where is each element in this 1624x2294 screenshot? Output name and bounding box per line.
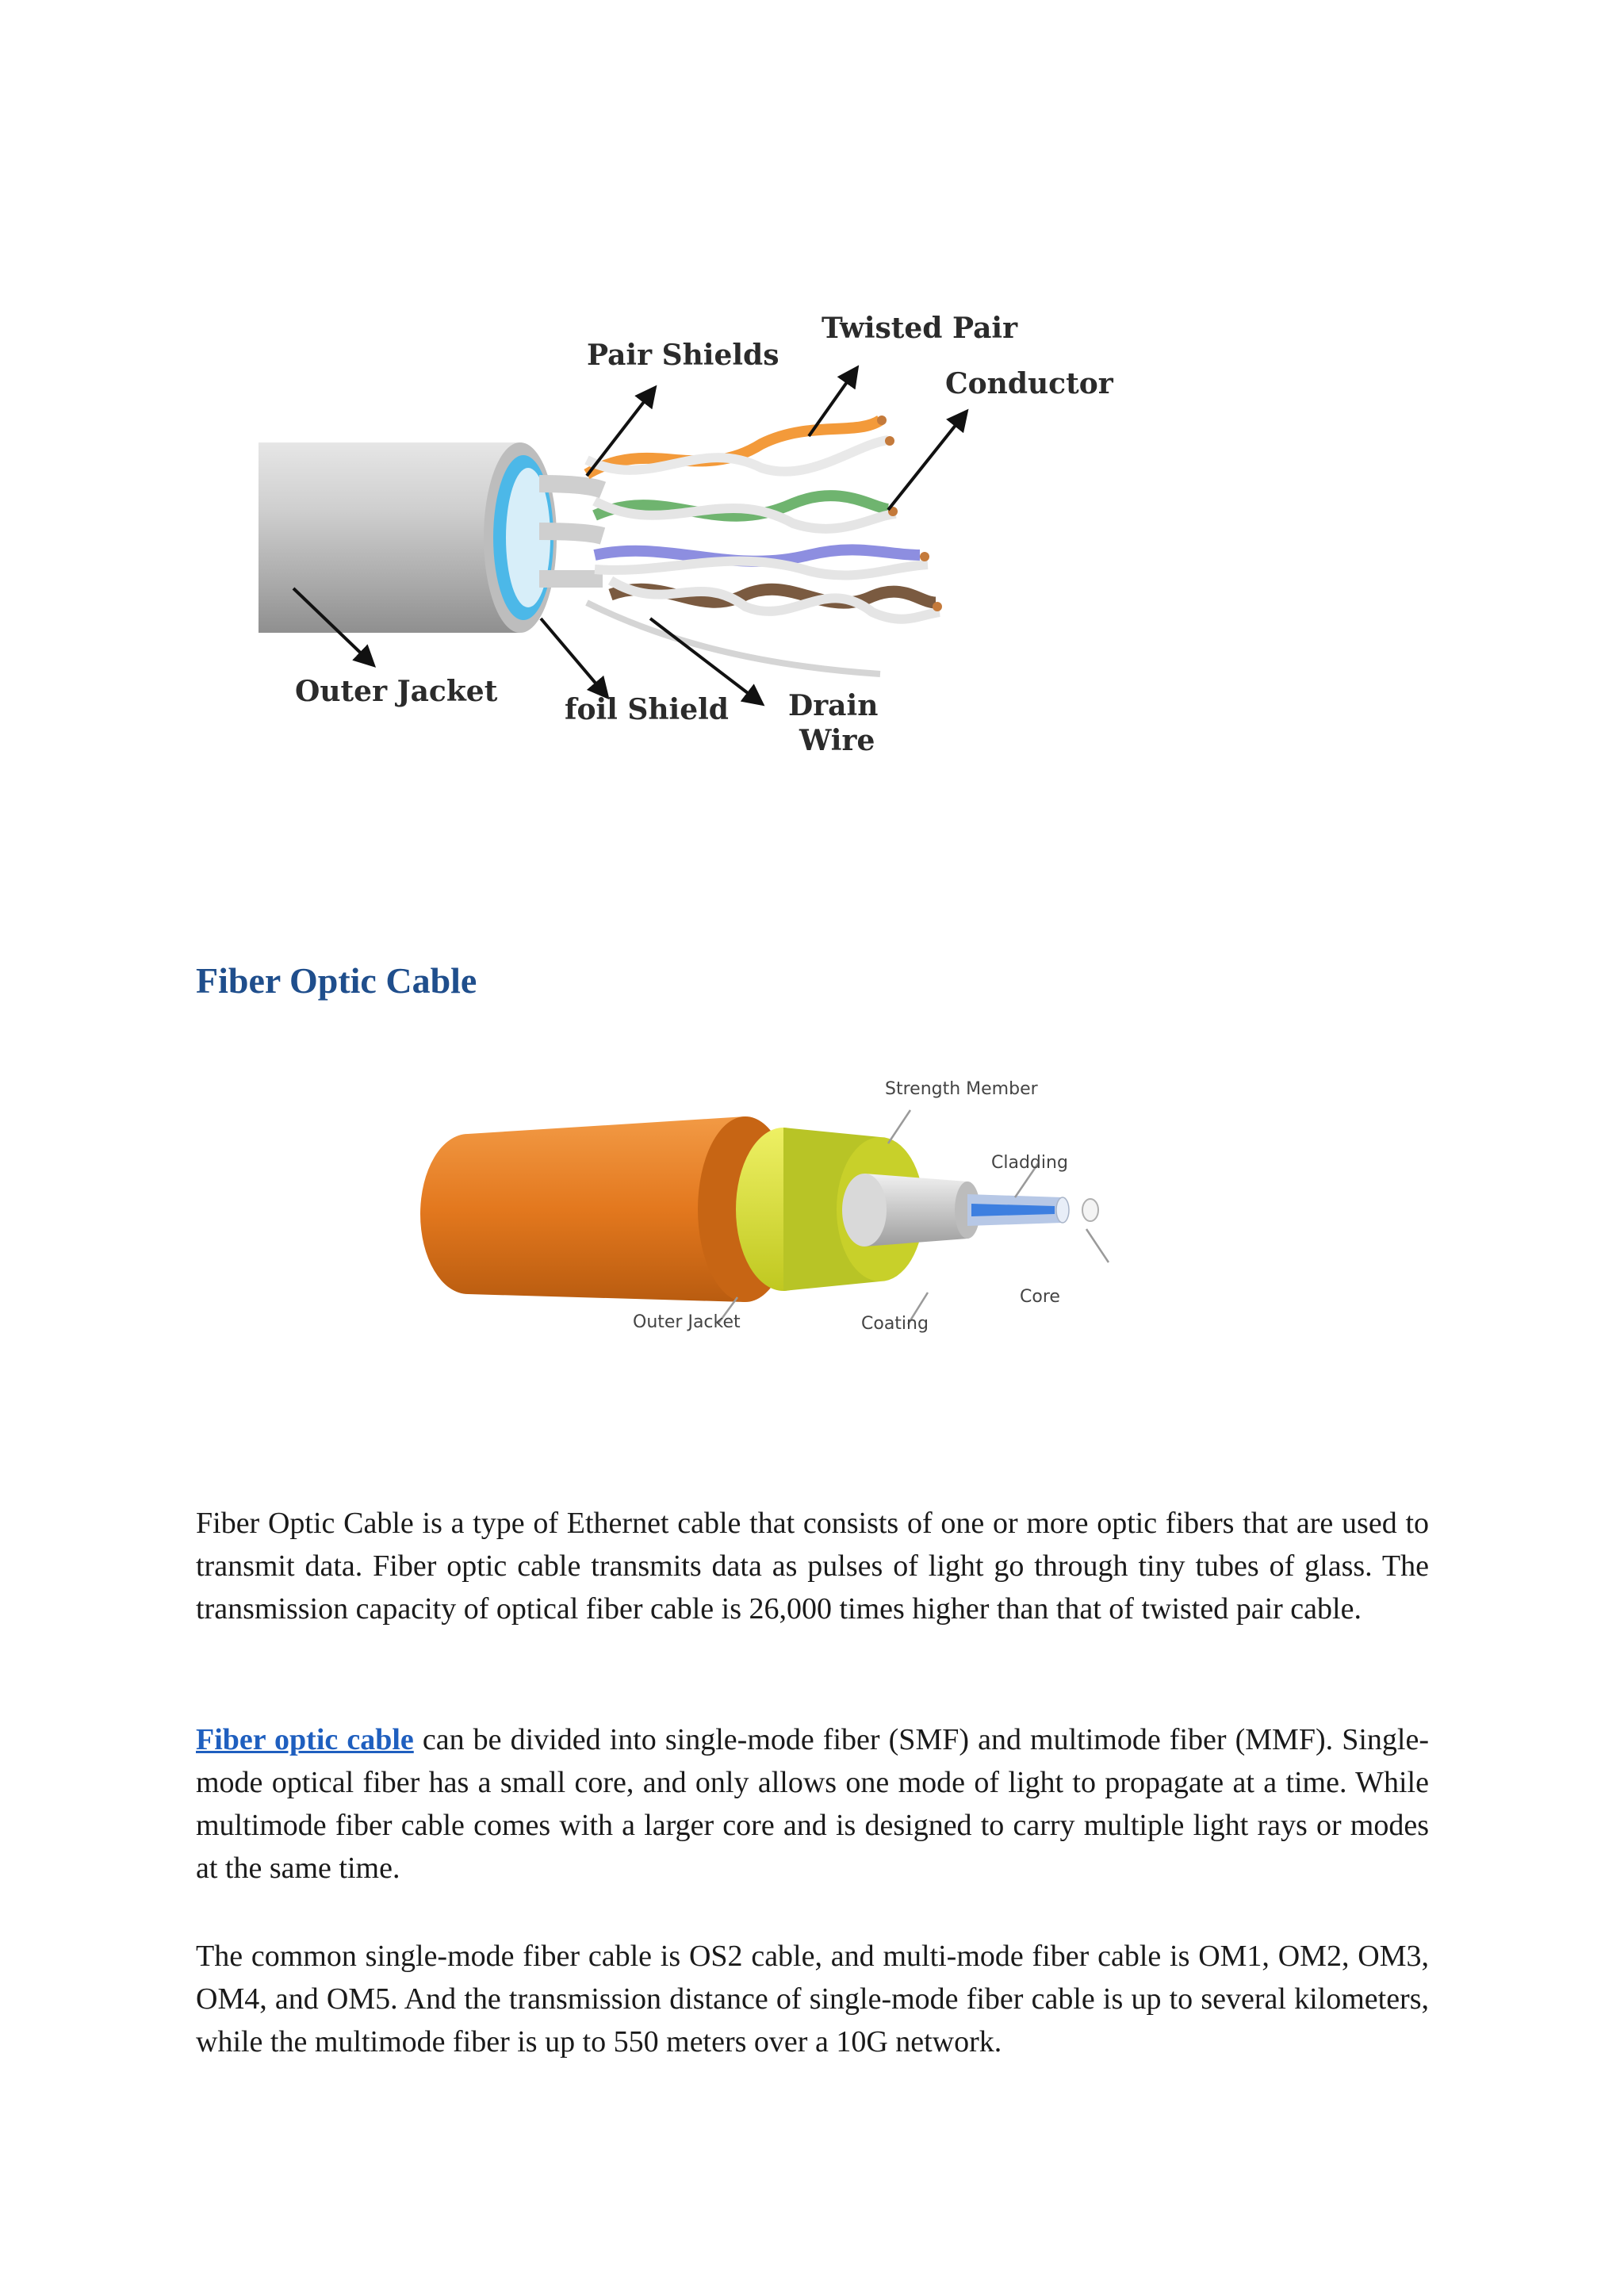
paragraph-fiber-intro: Fiber Optic Cable is a type of Ethernet cable that consists of one or more optic fibers that are used to transmit data. Fiber optic cable transmits data as pulses of light go through tiny tubes of glass. The transmission capacity of optical fiber cable is 26,000 times higher than that of twisted pair cable. xyxy=(196,1507,1429,1626)
fiber-label-coating: Coating xyxy=(861,1314,929,1334)
fiber-label-cladding: Cladding xyxy=(991,1153,1068,1173)
label-conductor: Conductor xyxy=(945,367,1113,400)
label-drain: Drain xyxy=(788,689,879,722)
stp-cable-diagram xyxy=(254,301,1134,777)
label-foil-shield: foil Shield xyxy=(565,693,729,726)
fiber-label-strength-member: Strength Member xyxy=(885,1079,1038,1099)
orange-twisted-pair xyxy=(587,416,894,474)
paragraph-fiber-types: The common single-mode fiber cable is OS2 cable, and multi-mode fiber cable is OM1, OM2, OM3, OM4, and OM5. And the transmission distance of single-mode fiber cable is up to several kilometers, while the multimode fiber is up to 550 meters over a 10G network. xyxy=(196,1940,1429,2058)
fiber-optic-illustration xyxy=(381,1063,1174,1356)
section-heading: Fiber Optic Cable xyxy=(196,960,477,1001)
fiber-label-core: Core xyxy=(1020,1287,1060,1307)
paragraph-fiber-modes xyxy=(196,1718,1429,1890)
fiber-optic-diagram xyxy=(381,1063,1174,1356)
fiber-label-outer-jacket: Outer Jacket xyxy=(633,1312,741,1332)
stp-cable-illustration xyxy=(254,301,1134,777)
drain-wire-shape xyxy=(587,603,880,674)
label-wire: Wire xyxy=(799,724,875,757)
fiber-coating-shape xyxy=(842,1174,980,1247)
brown-twisted-pair xyxy=(611,580,942,619)
label-pair-shields: Pair Shields xyxy=(587,339,779,372)
green-twisted-pair xyxy=(595,496,898,529)
blue-twisted-pair xyxy=(595,550,929,575)
fiber-core-tip xyxy=(1082,1199,1098,1221)
label-outer-jacket: Outer Jacket xyxy=(295,675,498,708)
paragraph-fiber-modes-text: can be divided into single-mode fiber (SMF) and multimode fiber (MMF). Single-mode optical fiber has a small core, and only allows one mode of light to propagate at a time. While multimode fiber cable comes with a larger core and is designed to carry multiple light rays or modes at the same time. xyxy=(196,1723,1429,1885)
label-twisted-pair: Twisted Pair xyxy=(822,312,1018,345)
fiber-optic-cable-link[interactable]: Fiber optic cable xyxy=(196,1723,414,1756)
